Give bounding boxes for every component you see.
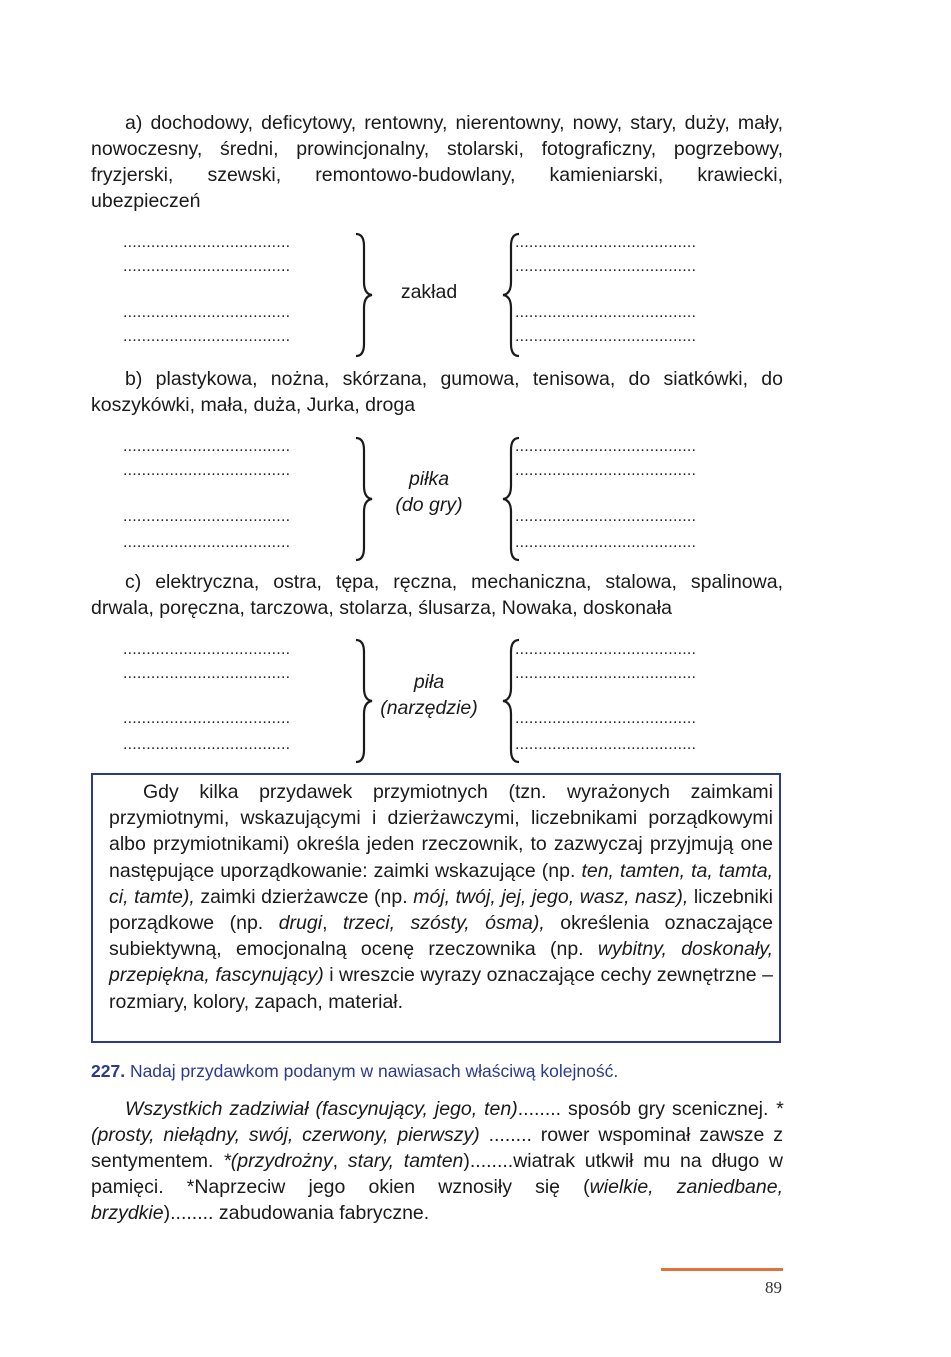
blank-line[interactable]: ....................................... bbox=[515, 665, 697, 682]
blank-line[interactable]: .................................... bbox=[123, 534, 291, 551]
blank-line[interactable]: .................................... bbox=[123, 508, 291, 525]
blank-line[interactable]: .................................... bbox=[123, 736, 291, 753]
section-a-text: a) dochodowy, deficytowy, rentowny, nierentowny, nowy, stary, duży, mały, nowoczesny, średni, prowincjonalny, stolarski, fotograficzny, pogrzebowy, fryzjerski, szewski, remontowo-budowlany, kamieniarski, krawiecki, ubezpieczeń bbox=[91, 112, 783, 212]
blank-line[interactable]: .................................... bbox=[123, 462, 291, 479]
footer-accent-line bbox=[661, 1268, 783, 1271]
page-number: 89 bbox=[765, 1278, 782, 1297]
center-word-narzedzie: (narzędzie) bbox=[380, 697, 478, 719]
blank-line[interactable]: .................................... bbox=[123, 328, 291, 345]
blank-line[interactable]: ....................................... bbox=[515, 438, 697, 455]
rule-text: Gdy kilka przydawek przymiotnych (tzn. wyrażonych zaimkami przymiotnymi, wskazującymi i dzierżawczymi, liczebnikami porządkowymi albo przymiotnikami) określa jeden rzeczownik, to zazwyczaj przyjmują one następujące uporządkowanie: zaimki wskazujące (np. ten, tamten, ta, tamta, ci, tamte), zaimki dzierżawcze (np. mój, twój, jej, jego, wasz, nasz), liczebniki porządkowe (np. drugi, trzeci, szósty, ósma), określenia oznaczające subiektywną, emocjonalną ocenę rzeczownika (np. wybitny, doskonały, przepiękna, fascynujący) i wreszcie wyrazy oznaczające cechy zewnętrzne – rozmiary, kolory, zapach, materiał. bbox=[109, 781, 774, 1013]
blank-line[interactable]: .................................... bbox=[123, 710, 291, 727]
blank-line[interactable]: ....................................... bbox=[515, 710, 697, 727]
blank-line[interactable]: ....................................... bbox=[515, 736, 697, 753]
center-word-pilka: piłka bbox=[408, 468, 450, 490]
blank-line[interactable]: .................................... bbox=[123, 641, 291, 658]
blank-line[interactable]: ....................................... bbox=[515, 641, 697, 658]
section-b-text: b) plastykowa, nożna, skórzana, gumowa, tenisowa, do siatkówki, do koszykówki, mała, duża, Jurka, droga bbox=[91, 368, 783, 416]
center-word-zaklad: zakład bbox=[400, 281, 458, 303]
left-brace bbox=[495, 436, 525, 562]
blank-line[interactable]: ....................................... bbox=[515, 304, 697, 321]
center-word-pila: piła bbox=[413, 671, 445, 693]
left-brace bbox=[495, 638, 525, 764]
blank-line[interactable]: ....................................... bbox=[515, 508, 697, 525]
exercise-text: Wszystkich zadziwiał (fascynujący, jego, ten)........ sposób gry scenicznej. *(prosty, niełądny, swój, czerwony, pierwszy) ........ rower wspominał zawsze z sentymentem. *(przydrożny, stary, tamten)........wiatrak utkwił mu na długo w pamięci. *Naprzeciw jego okien wznosiły się (wielkie, zaniedbane, brzydkie)........ zabudowania fabryczne. bbox=[91, 1098, 783, 1224]
blank-line[interactable]: ....................................... bbox=[515, 534, 697, 551]
exercise-header bbox=[91, 1059, 618, 1083]
blank-line[interactable]: .................................... bbox=[123, 304, 291, 321]
blank-line[interactable]: ....................................... bbox=[515, 258, 697, 275]
blank-line[interactable]: .................................... bbox=[123, 665, 291, 682]
center-word-do-gry: (do gry) bbox=[395, 494, 463, 516]
blank-line[interactable]: .................................... bbox=[123, 234, 291, 251]
section-c-text: c) elektryczna, ostra, tępa, ręczna, mechaniczna, stalowa, spalinowa, drwala, poręczna, tarczowa, stolarza, ślusarza, Nowaka, doskonała bbox=[91, 571, 783, 619]
blank-line[interactable]: .................................... bbox=[123, 258, 291, 275]
blank-line[interactable]: .................................... bbox=[123, 438, 291, 455]
blank-line[interactable]: ....................................... bbox=[515, 328, 697, 345]
exercise-number: 227. bbox=[91, 1061, 126, 1081]
blank-line[interactable]: ....................................... bbox=[515, 234, 697, 251]
left-brace bbox=[495, 232, 525, 358]
blank-line[interactable]: ....................................... bbox=[515, 462, 697, 479]
exercise-instruction: Nadaj przydawkom podanym w nawiasach właściwą kolejność. bbox=[129, 1061, 619, 1081]
